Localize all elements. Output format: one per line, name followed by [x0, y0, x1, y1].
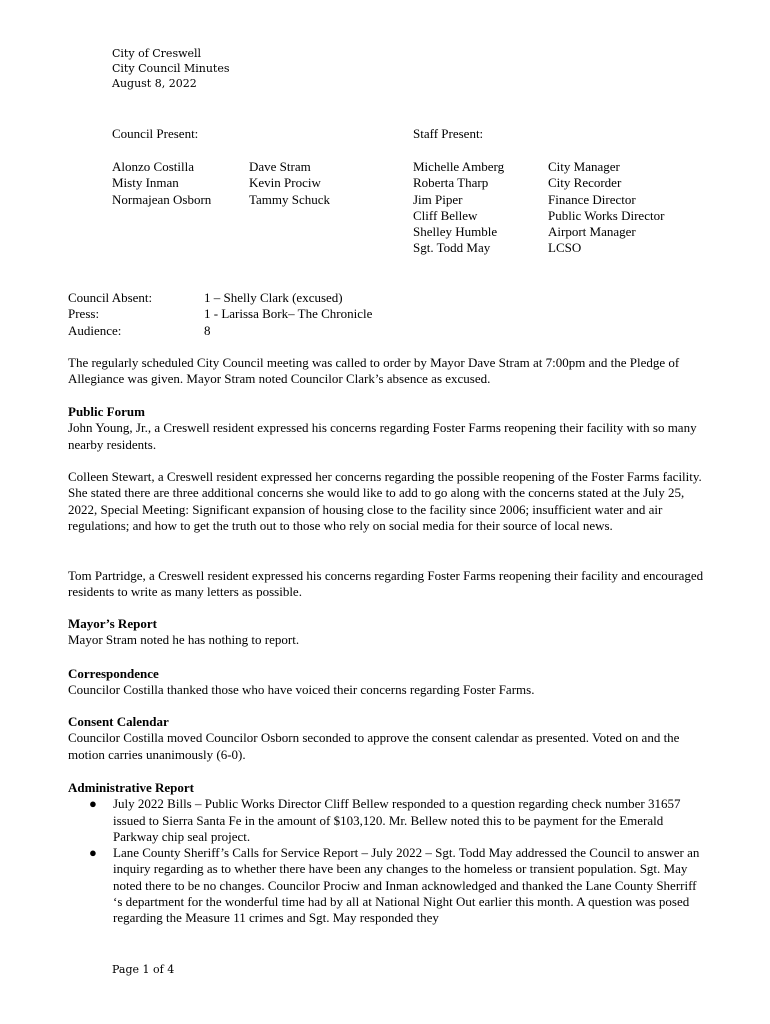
section-heading: Mayor’s Report: [68, 616, 157, 631]
council-member: Dave Stram: [249, 159, 311, 174]
council-member: Normajean Osborn: [112, 191, 212, 207]
list-item: [68, 796, 708, 845]
consent-calendar-section: [68, 714, 708, 763]
section-text: Mayor Stram noted he has nothing to report.: [68, 632, 300, 648]
press-label: Press:: [68, 306, 100, 322]
header-doc-type: City Council Minutes: [112, 62, 230, 75]
audience-value: 8: [204, 322, 211, 338]
staff-title: Airport Manager: [548, 224, 636, 240]
council-member: Kevin Prociw: [249, 175, 321, 191]
section-heading: Administrative Report: [68, 780, 195, 795]
document-header: [112, 46, 230, 91]
staff-name: Sgt. Todd May: [413, 240, 491, 256]
section-heading: Consent Calendar: [68, 714, 169, 729]
bullet-icon: ●: [89, 796, 97, 812]
section-text: Councilor Costilla moved Councilor Osborn seconded to approve the consent calendar as presented. Voted on and the motion carries unanimously (6-0).: [68, 730, 680, 762]
attendance-values: [204, 290, 372, 339]
council-present-label: Council Present:: [112, 126, 199, 141]
section-heading: Public Forum: [68, 404, 145, 419]
forum-comment: John Young, Jr., a Creswell resident expressed his concerns regarding Foster Farms reopening their facility with so many nearby residents.: [68, 420, 697, 452]
staff-name: Roberta Tharp: [413, 175, 489, 191]
section-text: Councilor Costilla thanked those who have voiced their concerns regarding Foster Farms.: [68, 682, 535, 698]
staff-title: LCSO: [548, 240, 582, 256]
intro-paragraph: The regularly scheduled City Council meeting was called to order by Mayor Dave Stram at 7:00pm and the Pledge of Allegiance was given. Mayor Stram noted Councilor Clark’s absence as excused.: [68, 355, 680, 387]
correspondence-section: [68, 666, 708, 699]
public-forum-section: [68, 404, 708, 453]
forum-comment-stewart: Colleen Stewart, a Creswell resident expressed her concerns regarding the possible reopening of the Foster Farms facility. She stated there are three additional concerns she would like to add to go along with the concerns stated at the July 25, 2022, Special Meeting: Significant expansion of housing close to the facility since 2006; insufficient water and air regulations; and how to get the truth out to those who rely on social media for their source of local news.: [68, 469, 702, 533]
press-value: 1 - Larissa Bork– The Chronicle: [204, 306, 373, 322]
council-member: Alonzo Costilla: [112, 159, 194, 174]
admin-report-list: [68, 796, 708, 926]
list-item: [68, 845, 708, 926]
staff-title: Public Works Director: [548, 207, 665, 223]
forum-comment-partridge: Tom Partridge, a Creswell resident expressed his concerns regarding Foster Farms reopening their facility and encouraged residents to write as many letters as possible.: [68, 568, 704, 600]
staff-title: City Recorder: [548, 175, 622, 191]
council-absent-value: 1 – Shelly Clark (excused): [204, 290, 343, 305]
bullet-icon: ●: [89, 845, 97, 861]
list-item-text: Lane County Sheriff’s Calls for Service Report – July 2022 – Sgt. Todd May addressed the Council to answer an inquiry regarding as to whether there have been any changes to the homeless or transient population. Sgt. May noted there to be no changes. Councilor Prociw and Inman acknowledged and thanked the Lane County Sherriff ‘s department for the wonderful time had by all at National Night Out earlier this month. A question was posed regarding the Measure 11 crimes and Sgt. May responded they: [113, 845, 700, 926]
council-member: Misty Inman: [112, 175, 179, 191]
page-number: Page 1 of 4: [112, 963, 175, 976]
council-member: Tammy Schuck: [249, 191, 331, 207]
staff-name: Cliff Bellew: [413, 207, 478, 223]
header-date: August 8, 2022: [112, 77, 197, 90]
council-present-col1: [112, 159, 211, 208]
header-city: City of Creswell: [112, 47, 202, 60]
staff-name: Michelle Amberg: [413, 159, 505, 174]
council-absent-label: Council Absent:: [68, 290, 153, 305]
mayors-report-section: [68, 616, 708, 649]
section-heading: Correspondence: [68, 666, 159, 681]
staff-title: City Manager: [548, 159, 620, 174]
staff-name: Shelley Humble: [413, 224, 498, 240]
staff-name: Jim Piper: [413, 191, 463, 207]
staff-names: [413, 159, 504, 257]
staff-title: Finance Director: [548, 191, 636, 207]
administrative-report-section: [68, 780, 708, 927]
attendance-labels: [68, 290, 152, 339]
staff-present-label: Staff Present:: [413, 126, 484, 141]
audience-label: Audience:: [68, 322, 122, 338]
council-present-col2: [249, 159, 330, 208]
staff-titles: [548, 159, 664, 257]
list-item-text: July 2022 Bills – Public Works Director Cliff Bellew responded to a question regarding check number 31657 issued to Sierra Santa Fe in the amount of $103,120. Mr. Bellew noted this to be payment for the Emerald Parkway chip seal project.: [113, 796, 681, 844]
